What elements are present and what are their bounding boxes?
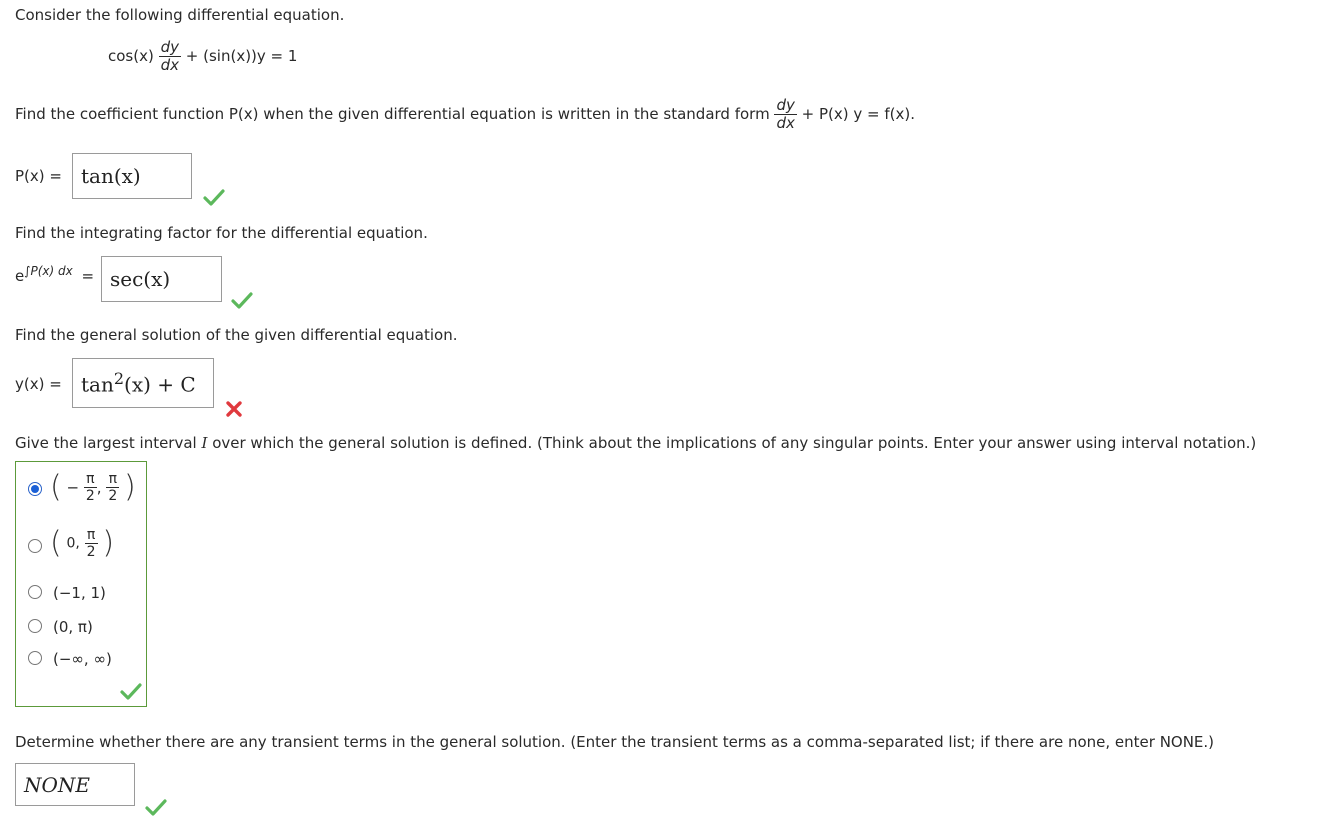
paren-open: (: [50, 469, 62, 505]
q2-label-base: e: [15, 267, 25, 285]
q2-text: Find the integrating factor for the differential equation.: [15, 224, 428, 242]
q1-derivative: [774, 98, 796, 131]
q4-option-1-radio[interactable]: [28, 482, 42, 496]
q4-option-1-frac-a: [84, 472, 97, 503]
q4-option-3-label[interactable]: (−1, 1): [53, 584, 106, 602]
paren-open: (: [50, 525, 62, 561]
pi: π: [85, 528, 98, 544]
q2-answer-value: sec(x): [110, 267, 171, 291]
q4-option-1-frac-b: [106, 472, 119, 503]
q4-option-5-radio[interactable]: [28, 651, 42, 665]
q3-label: y(x) =: [15, 375, 62, 393]
q4-option-1-minus: −: [66, 478, 80, 497]
q4-option-2-frac: [85, 528, 98, 559]
q5-answer-value: NONE: [24, 772, 90, 797]
q4-text-var: I: [201, 434, 208, 452]
paren-close: ): [102, 525, 115, 561]
equation-derivative: [159, 40, 181, 73]
q2-check-icon: [231, 292, 253, 310]
q1-text: [15, 98, 915, 131]
q4-check-icon: [120, 683, 142, 701]
q5-check-icon: [145, 799, 167, 817]
q2-label: [15, 264, 94, 285]
q4-option-1-label[interactable]: [50, 469, 136, 505]
equation-dy: dy: [160, 38, 180, 56]
q2-label-exponent: ∫P(x) dx: [24, 264, 73, 278]
q1-answer-value: tan(x): [81, 164, 141, 188]
q4-text: [15, 434, 1256, 452]
q1-check-icon: [203, 189, 225, 207]
q2-label-equals: =: [81, 267, 95, 285]
q4-option-2-label[interactable]: [50, 525, 115, 561]
main-equation: [108, 40, 297, 73]
pi: π: [84, 472, 97, 488]
equation-dx: dx: [160, 56, 180, 74]
q1-dx: dx: [776, 114, 795, 132]
equation-rest: + (sin(x))y = 1: [185, 47, 298, 65]
q4-option-4-radio[interactable]: [28, 619, 42, 633]
q1-answer-field[interactable]: [72, 153, 192, 199]
q5-answer-field[interactable]: [15, 763, 135, 806]
q2-answer-field[interactable]: [101, 256, 222, 302]
q3-answer-exponent: 2: [113, 369, 125, 389]
q4-option-5-label[interactable]: (−∞, ∞): [53, 650, 112, 668]
q3-cross-icon: [225, 400, 243, 418]
two: 2: [108, 488, 118, 504]
q1-text-rest: + P(x) y = f(x).: [801, 105, 915, 123]
intro-text: Consider the following differential equation.: [15, 6, 345, 24]
q4-option-3-radio[interactable]: [28, 585, 42, 599]
two: 2: [85, 488, 95, 504]
q4-option-4-label[interactable]: (0, π): [53, 618, 93, 636]
paren-close: ): [124, 469, 136, 505]
q5-text: Determine whether there are any transient terms in the general solution. (Enter the transient terms as a comma-separated list; if there are none, enter NONE.): [15, 733, 1215, 751]
q4-option-1-comma: ,: [96, 478, 102, 497]
q3-text: Find the general solution of the given differential equation.: [15, 326, 458, 344]
q4-text-suffix: over which the general solution is defined. (Think about the implications of any singular points. Enter your answer using interval notation.): [212, 434, 1257, 452]
q4-text-prefix: Give the largest interval: [15, 434, 197, 452]
equation-cos: cos(x): [108, 47, 154, 65]
q1-text-prefix: Find the coefficient function P(x) when the given differential equation is written in the standard form: [15, 105, 770, 123]
q3-answer-fn: tan: [81, 372, 114, 397]
q1-label: P(x) =: [15, 167, 62, 185]
pi: π: [106, 472, 119, 488]
q3-answer-value: [81, 369, 196, 397]
q3-answer-field[interactable]: [72, 358, 214, 408]
q3-answer-rest: (x) + C: [124, 372, 196, 397]
two: 2: [86, 544, 96, 560]
q4-option-2-zero: 0,: [66, 535, 80, 552]
q4-option-2-radio[interactable]: [28, 539, 42, 553]
q1-dy: dy: [776, 96, 795, 114]
